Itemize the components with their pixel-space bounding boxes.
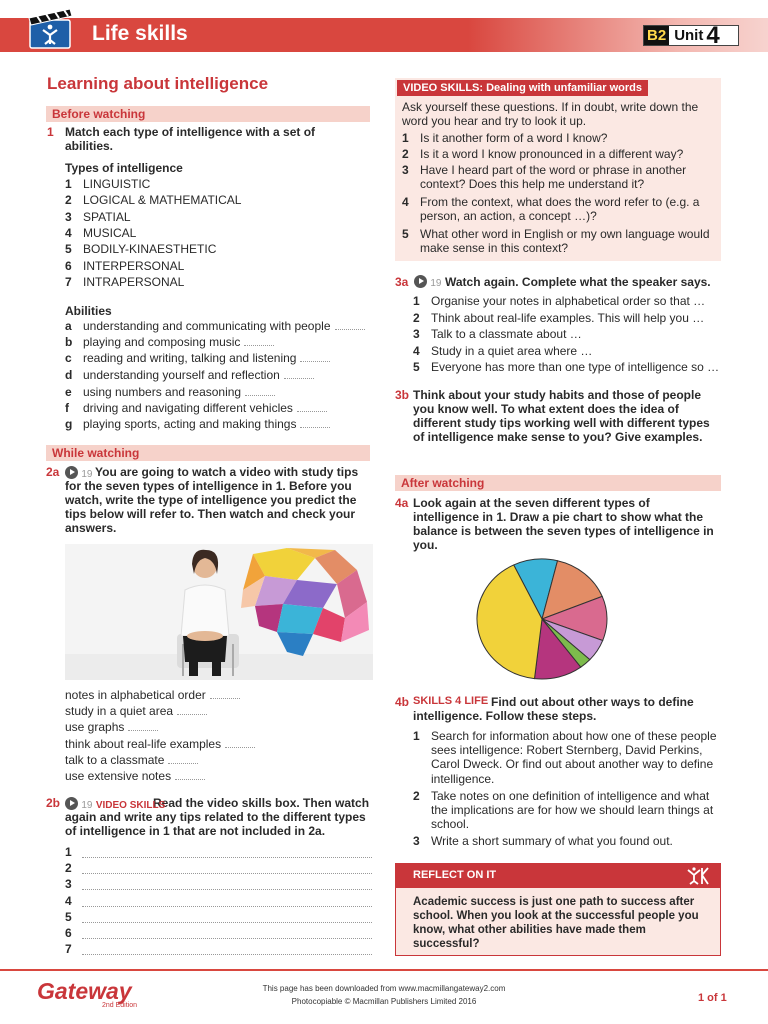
item-number: 4 (413, 343, 420, 358)
item-text: Search for information about how one of these people sees intelligence: Robert Sternberg, David Perkins, Carol Dweck. Or find out about another way to define intelligence. (431, 729, 717, 786)
section-before-watching: Before watching (46, 106, 370, 122)
question-number: 3b (395, 388, 410, 402)
page-title: Learning about intelligence (47, 74, 269, 93)
answer-blank[interactable] (245, 387, 275, 396)
question-3a-text: Watch again. Complete what the speaker says. (445, 275, 711, 289)
tip-row (65, 688, 240, 702)
ability-letter: c (65, 351, 72, 365)
answer-blank[interactable] (168, 755, 198, 764)
question-2b-text: Read the video skills box. Then watch again and write any tips related to the different types of intelligence in 1 that are not included in 2a. (65, 796, 370, 838)
answer-line[interactable] (82, 873, 372, 874)
answer-blank[interactable] (300, 419, 330, 428)
item-number: 7 (65, 274, 72, 289)
item-number: 5 (65, 242, 72, 257)
section-after-watching: After watching (395, 475, 721, 491)
level-label: B2 (644, 26, 669, 45)
tip-row (65, 769, 205, 783)
ability-text: driving and navigating different vehicles (83, 401, 293, 415)
item-text: Talk to a classmate about … (431, 327, 582, 341)
ability-row (83, 385, 275, 399)
ability-text: understanding yourself and reflection (83, 368, 280, 382)
answer-blank[interactable] (297, 403, 327, 412)
tip-text: think about real-life examples (65, 736, 222, 751)
item-number: 3 (413, 327, 420, 341)
question-number: 4b (395, 695, 410, 709)
answer-number: 7 (65, 942, 72, 957)
answer-blank[interactable] (175, 771, 205, 780)
types-title: Types of intelligence (65, 161, 183, 175)
answer-line[interactable] (82, 906, 372, 907)
item-number: 1 (402, 131, 409, 145)
answer-blank[interactable] (300, 353, 330, 362)
pie-chart (470, 553, 620, 685)
ability-letter: e (65, 385, 72, 399)
unit-number: 4 (706, 22, 720, 49)
question-4a-text: Look again at the seven different types of intelligence in 1. Draw a pie chart to show what the balance is between the seven types of intelligence in you. (413, 496, 714, 552)
tip-text: study in a quiet area (65, 704, 174, 719)
question-4b-text: Find out about other ways to define intelligence. Follow these steps. (413, 695, 694, 723)
ability-letter: g (65, 417, 73, 431)
item-number: 2 (413, 789, 420, 803)
item-number: 3 (65, 209, 72, 224)
answer-blank[interactable] (210, 690, 240, 699)
answer-blank[interactable] (284, 370, 314, 379)
item-number: 3 (413, 834, 420, 848)
answer-blank[interactable] (335, 321, 365, 330)
item-text: INTERPERSONAL (83, 258, 185, 273)
ability-row (83, 351, 330, 365)
tip-row (65, 737, 255, 751)
ability-letter: a (65, 319, 72, 333)
video-play-indicator[interactable] (414, 275, 441, 289)
reflect-title: REFLECT ON IT (395, 863, 721, 888)
item-text: Organise your notes in alphabetical order so that … (431, 294, 706, 308)
item-text: Everyone has more than one type of intelligence so … (431, 360, 720, 374)
answer-number: 5 (65, 909, 72, 924)
ability-letter: f (65, 401, 69, 415)
tip-text: use extensive notes (65, 769, 172, 783)
item-number: 5 (413, 360, 420, 374)
play-icon (414, 275, 427, 288)
question-3b-text: Think about your study habits and those of people you know well. To what extent does the idea of different study tips working well with different types of intelligence make sense to you? Give examples. (413, 388, 710, 444)
answer-number: 3 (65, 877, 72, 892)
ability-row (83, 401, 327, 415)
answer-number: 6 (65, 926, 72, 940)
copyright-notice: Photocopiable © Macmillan Publishers Limited 2016 (291, 997, 477, 1006)
answer-line[interactable] (82, 857, 372, 858)
video-skills-badge: VIDEO SKILLS (95, 800, 166, 811)
ability-row (83, 319, 365, 333)
item-number: 4 (402, 195, 409, 209)
item-text: INTRAPERSONAL (83, 274, 185, 289)
item-text: Is it a word I know pronounced in a different way? (420, 147, 684, 161)
item-text: LOGICAL & MATHEMATICAL (83, 193, 242, 208)
answer-line[interactable] (82, 954, 372, 955)
answer-line[interactable] (82, 938, 372, 939)
tip-text: talk to a classmate (65, 752, 165, 767)
ability-text: playing sports, acting and making things (83, 417, 297, 431)
unit-label: Unit (674, 27, 704, 44)
footer-divider (0, 969, 768, 971)
item-text: LINGUISTIC (83, 177, 151, 191)
item-number: 6 (65, 258, 72, 273)
play-icon (65, 466, 78, 479)
item-number: 5 (402, 227, 409, 241)
question-number: 2a (46, 465, 60, 479)
item-number: 4 (65, 225, 72, 240)
video-skills-title: VIDEO SKILLS: Dealing with unfamiliar words (397, 80, 648, 96)
item-number: 1 (413, 294, 420, 308)
video-play-indicator[interactable] (65, 466, 92, 480)
page-indicator: 1 of 1 (698, 992, 727, 1004)
answer-blank[interactable] (177, 706, 207, 715)
answer-number: 1 (65, 845, 72, 859)
abilities-title: Abilities (65, 304, 112, 318)
section-while-watching: While watching (46, 445, 370, 461)
question-number: 3a (395, 275, 409, 289)
ability-text: reading and writing, talking and listening (83, 351, 297, 365)
item-text: What other word in English or my own language would make sense in this context? (420, 227, 710, 255)
item-number: 3 (402, 163, 409, 177)
ability-letter: d (65, 368, 73, 382)
item-text: Is it another form of a word I know? (420, 131, 608, 145)
item-text: BODILY-KINAESTHETIC (83, 242, 217, 257)
question-number: 2b (46, 796, 61, 810)
ability-text: using numbers and reasoning (83, 385, 242, 399)
video-skills-intro: Ask yourself these questions. If in doubt, write down the word you hear and try to look it up. (402, 100, 699, 128)
ability-letter: b (65, 335, 73, 349)
item-text: Have I heard part of the word or phrase in another context? Does this help me understand it? (420, 163, 687, 191)
answer-blank[interactable] (128, 722, 158, 731)
edition-label: 2nd Edition (102, 1002, 138, 1009)
answer-blank[interactable] (244, 337, 274, 346)
answer-number: 2 (65, 861, 72, 876)
gateway-logo: Gateway (37, 978, 132, 1004)
tip-row (65, 704, 207, 718)
track-number: 19 (81, 800, 93, 811)
item-text: Take notes on one definition of intelligence and what the implications are for how we should learn things at school. (431, 789, 714, 832)
item-number: 2 (402, 147, 409, 161)
tip-row (65, 720, 158, 734)
answer-line[interactable] (82, 922, 372, 923)
unit-badge (643, 22, 739, 49)
answer-blank[interactable] (225, 739, 255, 748)
answer-number: 4 (65, 893, 72, 908)
ability-row (83, 417, 330, 431)
item-text: Write a short summary of what you found out. (431, 834, 673, 848)
ability-text: playing and composing music (83, 335, 241, 349)
ability-row (83, 335, 274, 349)
item-number: 2 (413, 310, 420, 325)
ability-text: understanding and communicating with people (83, 319, 331, 333)
track-number: 19 (430, 278, 442, 289)
tip-text: notes in alphabetical order (65, 688, 206, 702)
item-number: 2 (65, 193, 72, 208)
item-text: SPATIAL (83, 209, 131, 224)
tip-text: use graphs (65, 720, 125, 735)
item-text: From the context, what does the word refer to (e.g. a person, an action, a concept …)? (420, 195, 700, 223)
ability-row (83, 368, 314, 382)
skills-4-life-badge: SKILLS 4 LIFE (413, 695, 489, 707)
item-number: 1 (65, 177, 72, 191)
answer-line[interactable] (82, 889, 372, 890)
item-text: Study in a quiet area where … (431, 343, 593, 358)
clapperboard-icon (26, 6, 76, 50)
question-2a-text: You are going to watch a video with study tips for the seven types of intelligence in 1. Before you watch, write the type of intelligence you predict the tips below will refer to. Then watch and check your answers. (65, 465, 359, 535)
play-icon (65, 797, 78, 810)
tip-row (65, 753, 198, 767)
video-thumbnail[interactable] (65, 544, 373, 680)
item-text: MUSICAL (83, 225, 137, 240)
track-number: 19 (81, 469, 93, 480)
skills-figure-icon (684, 866, 710, 886)
question-1-text: Match each type of intelligence with a set of abilities. (65, 125, 316, 153)
app-title: Life skills (92, 22, 188, 45)
item-text: Think about real-life examples. This will help you … (431, 310, 705, 325)
question-number: 4a (395, 496, 409, 510)
question-number: 1 (47, 125, 54, 139)
video-play-indicator[interactable] (65, 797, 165, 811)
download-notice: This page has been downloaded from www.macmillangateway2.com (262, 984, 506, 993)
reflect-text: Academic success is just one path to success after school. When you look at the successful people you know, what other abilities have made them successful? (413, 896, 699, 950)
item-number: 1 (413, 729, 420, 743)
